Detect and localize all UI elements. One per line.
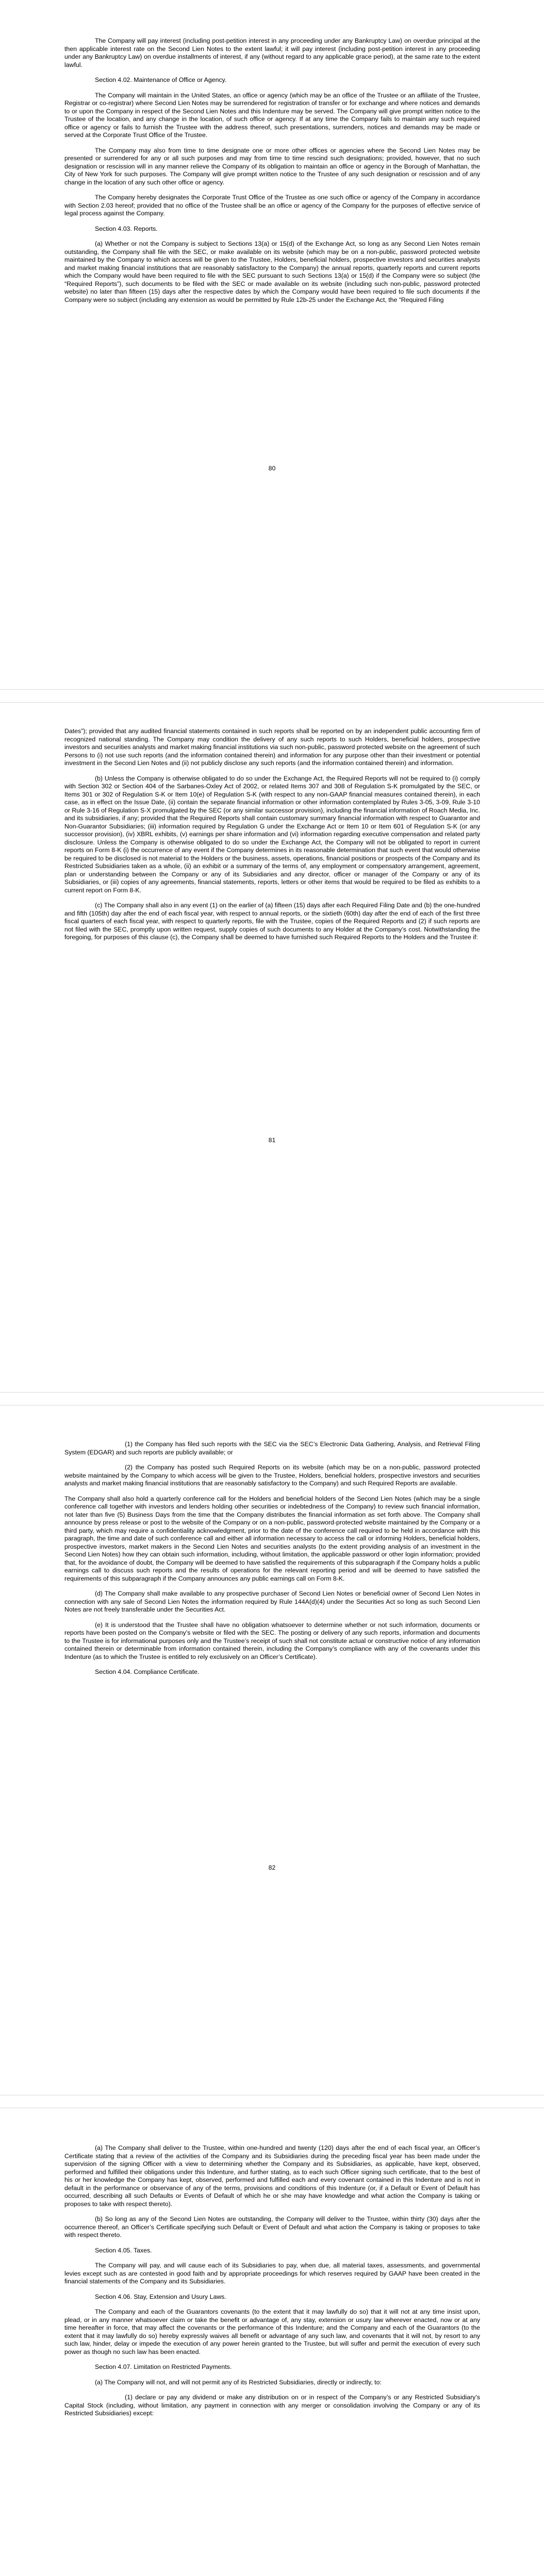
paragraph: Dates”); provided that any audited financial statements contained in such reports shall be reported on by an independent public accounting firm of recognized national standing. The Company may condition the delivery of any such reports to such Holders, beneficial holders, prospective investors and securities analysts and market making financial institutions via such non-public, password protected website on the agreement of such Persons to (i) not use such reports (and the information contained therein) and information for any purpose other than their investment or potential investment in the Second Lien Notes and (ii) not publicly disclose any such reports (and the information contained therein) and information. [64, 727, 480, 767]
paragraph: (1) declare or pay any dividend or make any distribution on or in respect of the Company’s or any Restricted Subsidiary’s Capital Stock (including, without limitation, any payment in connection with any merger or consolidation involving the Company or any of its Restricted Subsidiaries) except: [64, 2394, 480, 2417]
page-number: 81 [268, 1137, 276, 1144]
page-break [0, 2095, 544, 2108]
section-heading: Section 4.07. Limitation on Restricted Payments. [95, 2363, 232, 2370]
document-page-83 [0, 2108, 544, 2576]
paragraph: The Company may also from time to time designate one or more other offices or agencies where the Second Lien Notes may be presented or surrendered for any or all such purposes and may from time to time rescind such designations; provided, however, that no such designation or rescission will in any manner relieve the Company of its obligation to maintain an office or agency in the Borough of Manhattan, the City of New York for such purposes. The Company will give prompt written notice to the Trustee of any such designation or rescission and of any change in the location of any such other office or agency. [64, 146, 480, 186]
section-heading: Section 4.03. Reports. [95, 225, 158, 232]
document-page-81 [0, 703, 544, 1392]
paragraph: (2) the Company has posted such Required Reports on its website (which may be on a non-public, password protected website maintained by the Company to which access will be given to the Trustee, Holders, beneficial holders, prospective investors and securities analysts and market making financial institutions that are reasonably satisfactory to the Company) and such Required Reports are available. [64, 1464, 480, 1487]
paragraph: (e) It is understood that the Trustee shall have no obligation whatsoever to determine whether or not such information, documents or reports have been posted on the Company’s website or filed with the SEC. The posting or delivery of any such reports, information and documents to the Trustee is for informational purposes only and the Trustee’s receipt of such shall not constitute actual or constructive notice of any information contained therein or determinable from information contained therein, including the Company’s compliance with any of the covenants under this Indenture (as to which the Trustee is entitled to rely exclusively on an Officer’s Certificate). [64, 1621, 480, 1660]
paragraph: The Company shall also hold a quarterly conference call for the Holders and beneficial holders of the Second Lien Notes (which may be a single conference call together with investors and lenders holding other securities or indebtedness of the Company) to review such financial information, not later than five (5) Business Days from the time that the Company distributes the financial information as set forth above. The Company shall announce by press release or post to the website of the Company or on a non-public, password-protected website maintained by the Company or a third party, which may require a confidentiality acknowledgment, prior to the date of the conference call required to be held in accordance with this paragraph, the time and date of such conference call and either all information necessary to access the call or informing Holders, beneficial holders, prospective investors, market makers in the Second Lien Notes and securities analysts (to the extent providing analysis of an investment in the Second Lien Notes) how they can obtain such information, including, without limitation, the applicable password or other login information; provided that, for the avoidance of doubt, the Company will be deemed to have satisfied the requirements of this subparagraph if the Company holds a public earnings call to discuss such reports and the results of operations for the relevant reporting period and will be deemed to have satisfied the requirements of this subparagraph if the Company announces any public earnings call on Form 8-K. [64, 1495, 480, 1582]
page-break [0, 689, 544, 703]
section-heading: Section 4.06. Stay, Extension and Usury Laws. [95, 2293, 226, 2300]
paragraph: (d) The Company shall make available to any prospective purchaser of Second Lien Notes or beneficial owner of Second Lien Notes in connection with any sale of Second Lien Notes the information required by Rule 144A(d)(4) under the Securities Act so long as such Second Lien Notes are not freely transferable under the Securities Act. [64, 1590, 480, 1613]
page-80-content [64, 37, 480, 311]
section-heading: Section 4.02. Maintenance of Office or Agency. [95, 76, 227, 83]
page-82-content [64, 1440, 480, 1684]
paragraph: The Company will maintain in the United States, an office or agency (which may be an office of the Trustee or an affiliate of the Trustee, Registrar or co-registrar) where Second Lien Notes may be surrendered for registration of transfer or for exchange and where notices and demands to or upon the Company in respect of the Second Lien Notes and this Indenture may be served. The Company will give prompt written notice to the Trustee of the location, and any change in the location, of such office or agency. If at any time the Company fails to maintain any such required office or agency or fails to furnish the Trustee with the address thereof, such presentations, surrenders, notices and demands may be made or served at the Corporate Trust Office of the Trustee. [64, 91, 480, 139]
paragraph: (a) The Company will not, and will not permit any of its Restricted Subsidiaries, directly or indirectly, to: [95, 2378, 382, 2386]
page-number: 80 [268, 465, 276, 472]
paragraph: (1) the Company has filed such reports with the SEC via the SEC’s Electronic Data Gathering, Analysis, and Retrieval Filing System (EDGAR) and such reports are publicly available; or [64, 1440, 480, 1456]
paragraph: The Company will pay interest (including post-petition interest in any proceeding under any Bankruptcy Law) on overdue principal at the then applicable interest rate on the Second Lien Notes to the extent lawful; it will pay interest (including post-petition interest in any proceeding under any Bankruptcy Law) on overdue installments of interest, if any (without regard to any applicable grace period), at the same rate to the extent lawful. [64, 37, 480, 69]
document-page-80 [0, 0, 544, 689]
document-page-82 [0, 1405, 544, 2095]
paragraph: (b) Unless the Company is otherwise obligated to do so under the Exchange Act, the Required Reports will not be required to (i) comply with Section 302 or Section 404 of the Sarbanes-Oxley Act of 2002, or related Items 307 and 308 of Regulation S-K promulgated by the SEC, or Items 301 or 302 of Regulation S-K or Item 10(e) of Regulation S-K (with respect to any non-GAAP financial measures contained therein), in each case, as in effect on the Issue Date, (ii) contain the separate financial information or other information contemplated by Rules 3-05, 3-09, Rule 3-10 or Rule 3-16 of Regulation S-X promulgated by the SEC (or any similar successor provision), including the financial information of Roach Media, Inc. and its subsidiaries, if any; provided that the Required Reports shall contain customary summary financial information with respect to Guarantor and Non-Guarantor Subsidiaries; (iii) information required by Regulation G under the Exchange Act or Item 10 or Item 601 of Regulation S-K (or any successor provision), (iv) XBRL exhibits, (v) earnings per share information and (vi) information regarding executive compensation and related party disclosure. Unless the Company is otherwise obligated to do so under the Exchange Act, the Company will not be obligated to report in current reports on Form 8-K (i) the occurrence of any event if the Company determines in its reasonable determination that such event that would otherwise be required to be disclosed is not material to the Holders or the business, assets, operations, financial positions or prospects of the Company and its Restricted Subsidiaries taken as a whole, (ii) an exhibit or a summary of the terms of, any employment or compensatory arrangement, agreement, plan or understanding between the Company or any of its Subsidiaries and any director, officer or manager of the Company or any of its Subsidiaries, or (iii) copies of any agreements, financial statements, reports, letters or other items that would be required to be filed as exhibits to a current report on Form 8-K. [64, 774, 480, 894]
page-81-content [64, 727, 480, 949]
paragraph: The Company hereby designates the Corporate Trust Office of the Trustee as one such office or agency of the Company in accordance with Section 2.03 hereof; provided that no office of the Trustee shall be an office or agency of the Company for the purposes of effective service of legal process against the Company. [64, 194, 480, 217]
paragraph: (a) The Company shall deliver to the Trustee, within one-hundred and twenty (120) days after the end of each fiscal year, an Officer’s Certificate stating that a review of the activities of the Company and its Subsidiaries during the preceding fiscal year has been made under the supervision of the signing Officer with a view to determining whether the Company and its Subsidiaries, as applicable, have kept, observed, performed and fulfilled their obligations under this Indenture, and further stating, as to each such Officer signing such certificate, that to the best of his or her knowledge the Company has kept, observed, performed and fulfilled each and every covenant contained in this Indenture and is not in default in the performance or observance of any of the terms, provisions and conditions of this Indenture (or, if a Default or Event of Default has occurred, describing all such Defaults or Events of Default of which he or she may have knowledge and what action the Company is taking or proposes to take with respect thereto). [64, 2144, 480, 2208]
paragraph: (a) Whether or not the Company is subject to Sections 13(a) or 15(d) of the Exchange Act, so long as any Second Lien Notes remain outstanding, the Company shall file with the SEC, or make available on its website (which may be on a non-public, password protected website maintained by the Company to which access will be given to the Trustee, Holders, beneficial holders, prospective investors and securities analysts and market making financial institutions that are reasonably satisfactory to the Company) the annual reports, quarterly reports and current reports which the Company would have been required to file with the SEC pursuant to such Sections 13(a) or 15(d) if the Company were so subject (the “Required Reports”), such documents to be filed with the SEC or made available on its website (including such non-public, password protected website) no later than fifteen (15) days after the respective dates by which the Company would have been required to file such documents if the Company were so subject (including any extension as would be permitted by Rule 12b-25 under the Exchange Act, the “Required Filing [64, 240, 480, 303]
paragraph: (c) The Company shall also in any event (1) on the earlier of (a) fifteen (15) days after each Required Filing Date and (b) the one-hundred and fifth (105th) day after the end of each fiscal year, with respect to annual reports, or the sixtieth (60th) day after the end of each of the first three fiscal quarters of each fiscal year, with respect to quarterly reports, file with the Trustee, copies of the Required Reports and (2) if such reports are not filed with the SEC, promptly upon written request, supply copies of such documents to any Holder at the Company’s cost. Notwithstanding the foregoing, for purposes of this clause (c), the Company shall be deemed to have furnished such Required Reports to the Holders and the Trustee if: [64, 902, 480, 941]
paragraph: The Company will pay, and will cause each of its Subsidiaries to pay, when due, all material taxes, assessments, and governmental levies except such as are contested in good faith and by appropriate proceedings for which reserves required by GAAP have been created in the financial statements of the Company and its Subsidiaries. [64, 2262, 480, 2285]
page-83-content [64, 2144, 480, 2425]
page-break [0, 1392, 544, 1405]
paragraph: The Company and each of the Guarantors covenants (to the extent that it may lawfully do so) that it will not at any time insist upon, plead, or in any manner whatsoever claim or take the benefit or advantage of, any stay, extension or usury law wherever enacted, now or at any time hereafter in force, that may affect the covenants or the performance of this Indenture; and the Company and each of the Guarantors (to the extent that it may lawfully do so) hereby expressly waives all benefit or advantage of any such law, and covenants that it will not, by resort to any such law, hinder, delay or impede the execution of any power herein granted to the Trustee, but will suffer and permit the execution of every such power as though no such law has been enacted. [64, 2308, 480, 2355]
section-heading: Section 4.04. Compliance Certificate. [95, 1668, 200, 1675]
section-heading: Section 4.05. Taxes. [95, 2246, 152, 2254]
paragraph: (b) So long as any of the Second Lien Notes are outstanding, the Company will deliver to the Trustee, within thirty (30) days after the occurrence thereof, an Officer’s Certificate specifying such Default or Event of Default and what action the Company is taking or proposes to take with respect thereto. [64, 2215, 480, 2239]
page-number: 82 [268, 1864, 276, 1871]
